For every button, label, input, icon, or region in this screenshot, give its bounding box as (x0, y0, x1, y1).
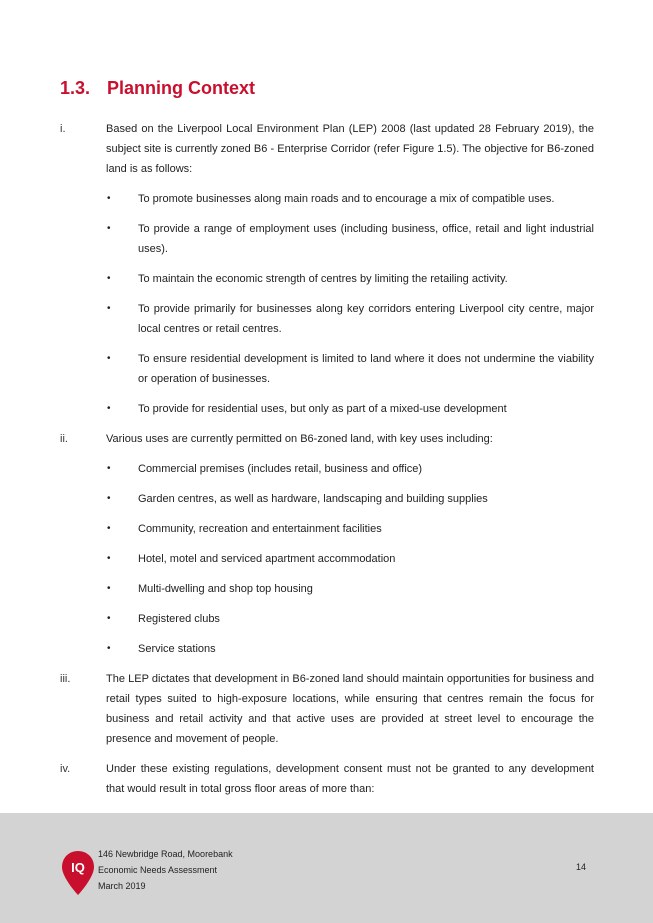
bullet-dot-icon: • (107, 553, 111, 564)
iq-logo-icon (61, 850, 95, 896)
paragraph-text: Various uses are currently permitted on B6-zoned land, with key uses including: (106, 433, 493, 445)
bullet-dot-icon: • (107, 403, 111, 414)
bullet-item (106, 399, 594, 419)
footer-address: 146 Newbridge Road, Moorebank (98, 849, 233, 859)
bullet-dot-icon: • (107, 303, 111, 314)
paragraph-body (106, 669, 594, 749)
bullet-list (106, 459, 594, 659)
bullet-item (106, 489, 594, 509)
paragraph-body (106, 119, 594, 419)
bullet-text: To maintain the economic strength of centres by limiting the retailing activity. (138, 273, 508, 285)
paragraph-text: Under these existing regulations, development consent must not be granted to any development that would result in total gross floor areas of more than: (106, 763, 594, 795)
bullet-text: Service stations (138, 643, 216, 655)
bullet-dot-icon: • (107, 463, 111, 474)
bullet-item (106, 269, 594, 289)
logo-text: IQ (71, 860, 85, 875)
paragraph-numeral: iv. (60, 763, 71, 775)
bullet-text: To provide for residential uses, but only as part of a mixed-use development (138, 403, 507, 415)
bullet-text: Registered clubs (138, 613, 220, 625)
paragraph-numeral: ii. (60, 433, 68, 445)
bullet-dot-icon: • (107, 493, 111, 504)
bullet-item (106, 459, 594, 479)
bullet-item (106, 349, 594, 389)
page-footer (0, 813, 653, 923)
bullet-dot-icon: • (107, 193, 111, 204)
footer-report-title: Economic Needs Assessment (98, 865, 218, 875)
section-content (60, 119, 594, 809)
paragraph-body (106, 759, 594, 799)
numbered-paragraph (60, 119, 594, 419)
bullet-list (106, 189, 594, 419)
paragraph-body (106, 429, 594, 659)
bullet-text: To promote businesses along main roads and to encourage a mix of compatible uses. (138, 193, 555, 205)
bullet-dot-icon: • (107, 643, 111, 654)
bullet-item (106, 189, 594, 209)
paragraph-text: The LEP dictates that development in B6-zoned land should maintain opportunities for business and retail types suited to high-exposure locations, while ensuring that centres remain the focus for business and retail activity and that active uses are provided at street level to encourage the presence and movement of people. (106, 673, 594, 745)
bullet-item (106, 519, 594, 539)
paragraph-numeral: iii. (60, 673, 71, 685)
bullet-text: Hotel, motel and serviced apartment accommodation (138, 553, 396, 565)
bullet-text: To ensure residential development is limited to land where it does not undermine the viability or operation of businesses. (138, 353, 594, 385)
numbered-paragraph (60, 759, 594, 799)
paragraph-text: Based on the Liverpool Local Environment Plan (LEP) 2008 (last updated 28 February 2019), the subject site is currently zoned B6 - Enterprise Corridor (refer Figure 1.5). The objective for B6-zoned land is as follows: (106, 123, 594, 175)
numbered-paragraph (60, 669, 594, 749)
footer-date: March 2019 (98, 881, 146, 891)
bullet-item (106, 549, 594, 569)
numbered-paragraph (60, 429, 594, 659)
bullet-text: To provide primarily for businesses along key corridors entering Liverpool city centre, major local centres or retail centres. (138, 303, 594, 335)
bullet-item (106, 639, 594, 659)
bullet-dot-icon: • (107, 353, 111, 364)
bullet-text: Multi-dwelling and shop top housing (138, 583, 313, 595)
section-heading (60, 78, 255, 99)
page-number: 14 (576, 862, 587, 872)
bullet-dot-icon: • (107, 583, 111, 594)
bullet-text: Garden centres, as well as hardware, landscaping and building supplies (138, 493, 488, 505)
bullet-dot-icon: • (107, 523, 111, 534)
bullet-dot-icon: • (107, 273, 111, 284)
bullet-dot-icon: • (107, 223, 111, 234)
bullet-item (106, 579, 594, 599)
bullet-text: Commercial premises (includes retail, business and office) (138, 463, 423, 475)
bullet-text: To provide a range of employment uses (including business, office, retail and light industrial uses). (138, 223, 594, 255)
section-number: 1.3. (60, 78, 91, 98)
bullet-text: Community, recreation and entertainment facilities (138, 523, 382, 535)
bullet-item (106, 299, 594, 339)
section-title: Planning Context (107, 78, 255, 98)
bullet-dot-icon: • (107, 613, 111, 624)
bullet-item (106, 219, 594, 259)
bullet-item (106, 609, 594, 629)
footer-info (98, 846, 233, 894)
paragraph-numeral: i. (60, 123, 66, 135)
